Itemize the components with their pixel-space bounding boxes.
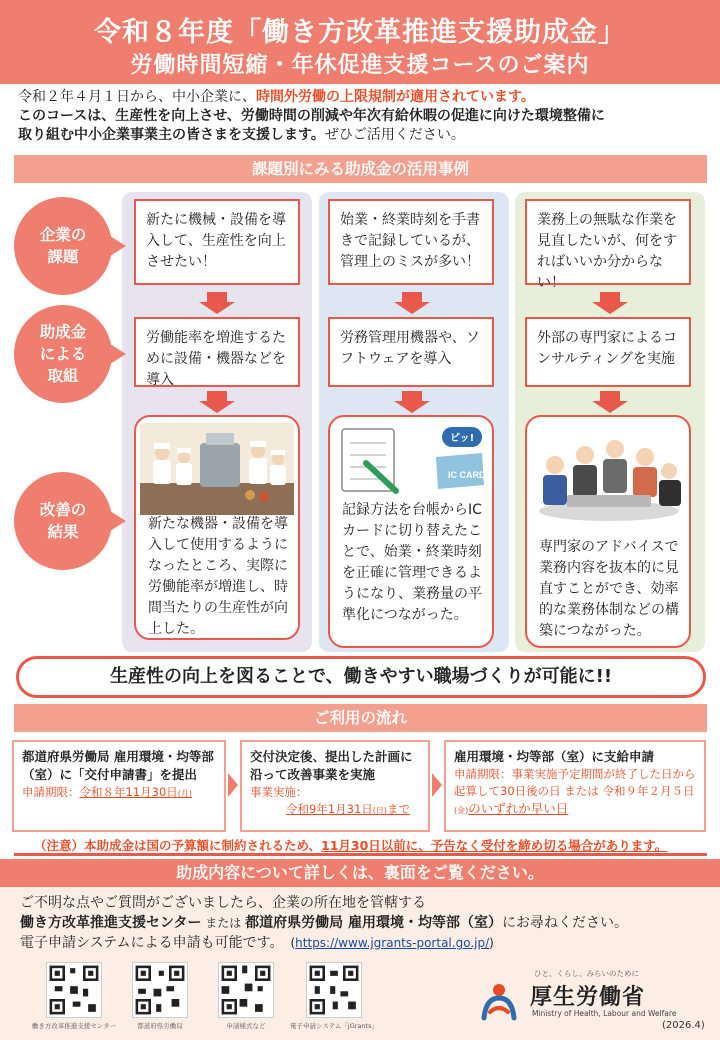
case3-arrow-2 [592,391,628,413]
qr-code-icon [133,963,187,1017]
svg-text:ピッ!: ピッ! [450,433,475,444]
flow-note-underline: 11月30日以前に、予告なく受付を締め切る場合があります。 [321,838,668,853]
intro-text [18,88,708,145]
flow-step-2-heading: 交付決定後、提出した計画に沿って改善事業を実施 [250,749,413,782]
flow-step-2-deadline-day: (日) [372,806,388,815]
case1-arrow-1 [199,292,235,314]
case2-arrow-1 [394,292,430,314]
intro-plain: ぜひご活用ください。 [324,127,465,143]
flow-step-3-deadline [454,766,696,819]
flow-step-1-heading: 都道府県労働局 雇用環境・均等部（室）に「交付申請書」を提出 [22,749,214,782]
more-info-band: 助成内容について詳しくは、裏面をご覧ください。 [0,859,720,887]
row-label-action-text: 助成金 による 取組 [39,323,87,385]
intro-bold-b: 取り組む中小企業事業主の皆さまを支援します。 [18,127,325,143]
contact-line1: ご不明な点やご質問がございましたら、企業の所在地を管轄する [20,895,426,911]
contact-line3-text: 電子申請システムによる申請も可能です。 [20,935,277,951]
case1-arrow-2 [199,391,235,413]
row-label-action [14,305,112,403]
mhlw-emblem-icon [476,982,522,1022]
divider [14,853,707,856]
flow-step-2 [240,740,430,832]
flow-step-3-deadline-label: 申請期限： [454,767,512,781]
contact-line2 [20,913,710,933]
case3-action: 外部の専門家によるコンサルティングを実施 [525,317,691,387]
case1-issue: 新たに機械・設備を導入して、生産性を向上させたい！ [134,199,300,285]
qr-code-icon [307,963,361,1017]
flow-step-2-deadline-value: 令和9年1月31日 [286,802,373,816]
flow-step-2-deadline-label: 事業実施： [250,785,308,799]
qr-code-3[interactable] [218,962,274,1018]
logo-english: Ministry of Health, Labour and Welfare [532,1009,677,1018]
case2-arrow-2 [394,391,430,413]
mhlw-logo [472,968,692,1024]
ic-card-illustration [336,423,488,495]
contact-line3: 電子申請システムによる申請も可能です。 (https://www.jgrants-portal.go.jp/) [20,935,494,951]
row-label-result-text: 改善の 結果 [39,501,87,541]
case3-result [525,415,691,648]
consulting-meeting-illustration [533,425,685,525]
case3-result-text: 専門家のアドバイスで業務内容を抜本的に見直すことができ、効率的な業務体制などの構築につながった。 [539,539,679,639]
contact-or: または [201,916,246,930]
factory-workers-illustration [140,423,294,515]
row-label-issue [14,197,112,295]
cases-band: 課題別にみる助成金の活用事例 [14,155,707,183]
flow-note [34,836,714,854]
qr-caption-3: 申請様式など [226,1022,266,1030]
case2-result [328,415,494,648]
qr-code-1[interactable] [46,962,102,1018]
flow-step-2-deadline-suffix: まで [387,802,411,816]
contact-line2-tail: にお尋ねください。 [501,915,628,931]
intro-highlight: 時間外労働の上限規制が適用されています。 [256,89,535,105]
issue-date: (2026.4) [662,1020,705,1031]
flow-step-3-deadline-day: (金) [454,806,469,815]
flow-step-3 [444,740,706,832]
flow-arrow-2 [432,773,442,797]
case1-result-text: 新たな機器・設備を導入して使用するようになったところ、実際に労働能率が増進し、時間当たりの生産性が向上した。 [148,516,288,637]
case1-action: 労働能率を増進するために設備・機器などを導入 [134,317,300,387]
case2-result-text: 記録方法を台帳からICカードに切り替えたことで、始業・終業時刻を正確に管理できるようになり、業務量の平準化につながった。 [342,502,482,623]
svg-text:IC CARD: IC CARD [448,470,486,480]
logo-tagline: ひと、くらし、みらいのために [534,969,639,978]
flow-step-3-deadline-suffix: のいずれか早い日 [468,801,569,816]
row-label-issue-text: 企業の 課題 [39,226,87,266]
flow-note-prefix: （注意）本助成金は国の予算額に制約されるため、 [34,838,322,853]
case2-issue: 始業・終業時刻を手書きで記録しているが、管理上のミスが多い！ [328,199,494,285]
qr-caption-1: 働き方改革推進支援センター [31,1022,117,1030]
flow-step-1-deadline-label: 申請期限： [22,785,80,799]
flow-step-1-deadline-value: 令和８年11月30日 [79,785,178,799]
page-title: 令和８年度「働き方改革推進支援助成金」 [94,17,626,48]
contact-info [20,893,710,953]
case3-arrow-1 [592,292,628,314]
flow-step-1 [12,740,226,832]
qr-code-icon [47,963,101,1017]
qr-caption-2: 都道府県労働局 [137,1022,183,1030]
qr-code-icon [219,963,273,1017]
case2-action: 労務管理用機器や、ソフトウェアを導入 [328,317,494,387]
flow-band: ご利用の流れ [14,704,707,732]
qr-code-2[interactable] [132,962,188,1018]
flow-arrow-1 [228,773,238,797]
qr-code-4[interactable] [306,962,362,1018]
case1-result [134,415,300,640]
flow-step-3-deadline-text: 事業実施予定期間が終了した日から起算して30日後の日 または 令和９年２月５日 [454,767,696,798]
productivity-banner: 生産性の向上を図ることで、働きやすい職場づくりが可能に!! [16,656,706,698]
jgrants-link[interactable]: https://www.jgrants-portal.go.jp/ [295,936,490,950]
page-header [0,0,720,84]
case3-issue: 業務上の無駄な作業を見直したいが、何をすればいいか分からない！ [525,199,691,285]
flow-step-2-deadline [250,784,420,819]
intro-bold-a: このコースは、生産性を向上させ、労働時間の削減や年次有給休暇の促進に向けた環境整備に [18,108,605,124]
row-label-result [14,472,112,570]
page-subtitle: 労働時間短縮・年休促進支援コースのご案内 [130,53,590,78]
flow-step-1-deadline [22,784,216,802]
flow-step-3-heading: 雇用環境・均等部（室）に支給申請 [454,749,655,764]
intro-line1: 令和２年４月１日から、中小企業に、 [18,89,256,105]
logo-name: 厚生労働省 [530,985,646,1010]
contact-center-b: 都道府県労働局 雇用環境・均等部（室） [245,915,502,931]
qr-caption-4: 電子申請システム「jGrants」 [290,1022,378,1030]
contact-center-a: 働き方改革推進支援センター [20,915,202,931]
flow-step-1-deadline-day: (月) [177,789,193,798]
